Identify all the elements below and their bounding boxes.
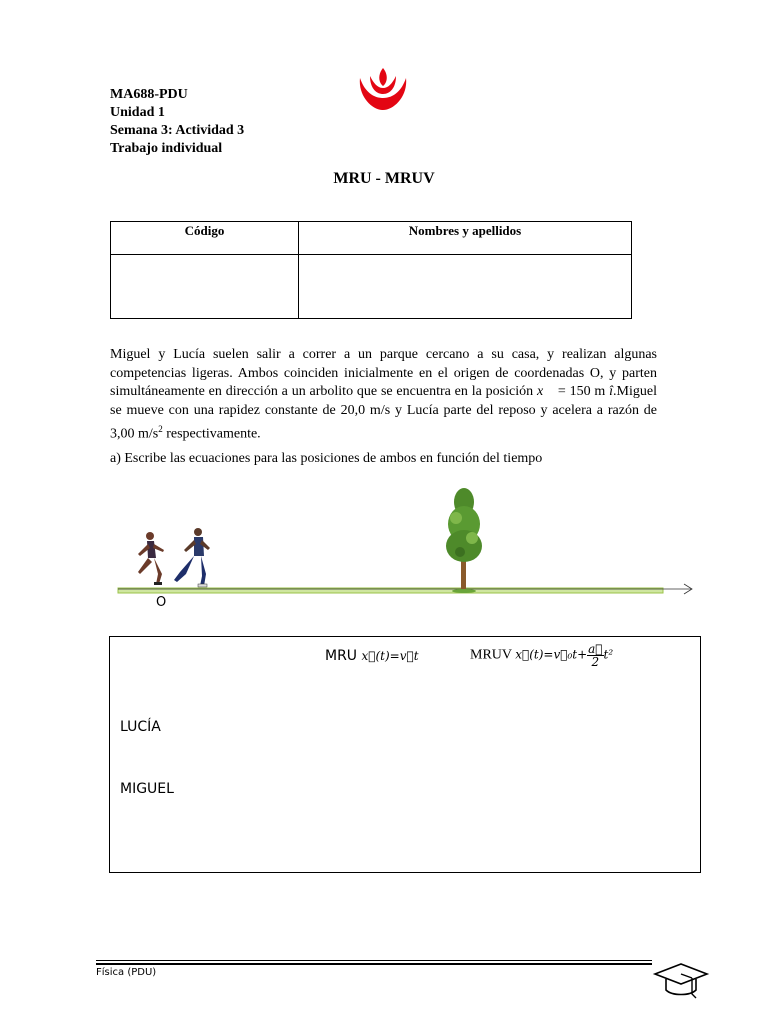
mruv-fraction-numerator: a⃗ xyxy=(588,642,603,656)
mru-equation: x⃗(t)=v⃗t xyxy=(361,649,419,663)
origin-label: O xyxy=(156,595,167,610)
mruv-fraction-denominator: 2 xyxy=(591,655,600,669)
code-cell[interactable] xyxy=(111,255,299,319)
row-lucia-label: LUCÍA xyxy=(120,719,161,735)
runner-lucia xyxy=(138,532,164,585)
problem-text-2: = 150 m xyxy=(554,384,610,399)
answer-box[interactable] xyxy=(109,636,701,873)
student-id-table xyxy=(110,221,632,319)
runner-miguel xyxy=(174,528,210,587)
exponent: 2 xyxy=(158,424,163,434)
course-code: MA688-PDU xyxy=(110,87,188,102)
week-activity: Semana 3: Actividad 3 xyxy=(110,123,245,138)
mruv-fraction xyxy=(587,643,603,668)
mru-header xyxy=(325,648,419,664)
tree xyxy=(446,488,482,593)
problem-text-3: .Miguel se mueve con una rapidez constante de 20,0 m/s y Lucía parte del reposo y acelera a razón de 3,00 m/s xyxy=(110,384,657,442)
work-mode: Trabajo individual xyxy=(110,141,223,156)
runners-illustration xyxy=(110,484,700,614)
unit-vector-symbol: î xyxy=(609,384,614,399)
header-code: Código xyxy=(111,222,299,255)
footer-text: Física (PDU) xyxy=(96,967,157,978)
names-cell[interactable] xyxy=(299,255,632,319)
mruv-header xyxy=(470,643,613,668)
footer-rule-thin xyxy=(96,960,652,961)
mruv-label: MRUV xyxy=(470,647,512,663)
mruv-equation-rhs: t² xyxy=(603,647,614,662)
problem-text-4: respectivamente. xyxy=(162,426,261,442)
page-title: MRU - MRUV xyxy=(333,170,435,187)
unit-label: Unidad 1 xyxy=(110,105,165,120)
problem-statement xyxy=(110,346,657,444)
footer-rule-thick xyxy=(96,963,652,965)
problem-text-1: Miguel y Lucía suelen salir a correr a un parque cercano a su casa, y realizan algunas competencias ligeras. Ambos coinciden inicialmente en el origen de coordenadas O, y parten simultáneamente en dirección a un arbolito que se encuentra en la posición xyxy=(110,347,657,399)
mru-label: MRU xyxy=(325,648,358,664)
university-logo xyxy=(356,66,410,112)
question-a: a) Escribe las ecuaciones para las posiciones de ambos en función del tiempo xyxy=(110,451,543,466)
row-miguel-label: MIGUEL xyxy=(120,781,174,797)
header-block xyxy=(110,86,244,158)
mruv-equation-lhs: x⃗(t)=v⃗₀t+ xyxy=(515,647,588,662)
position-symbol: x⃗ xyxy=(536,384,555,399)
graduation-cap-icon xyxy=(652,960,710,1000)
header-names: Nombres y apellidos xyxy=(299,222,632,255)
